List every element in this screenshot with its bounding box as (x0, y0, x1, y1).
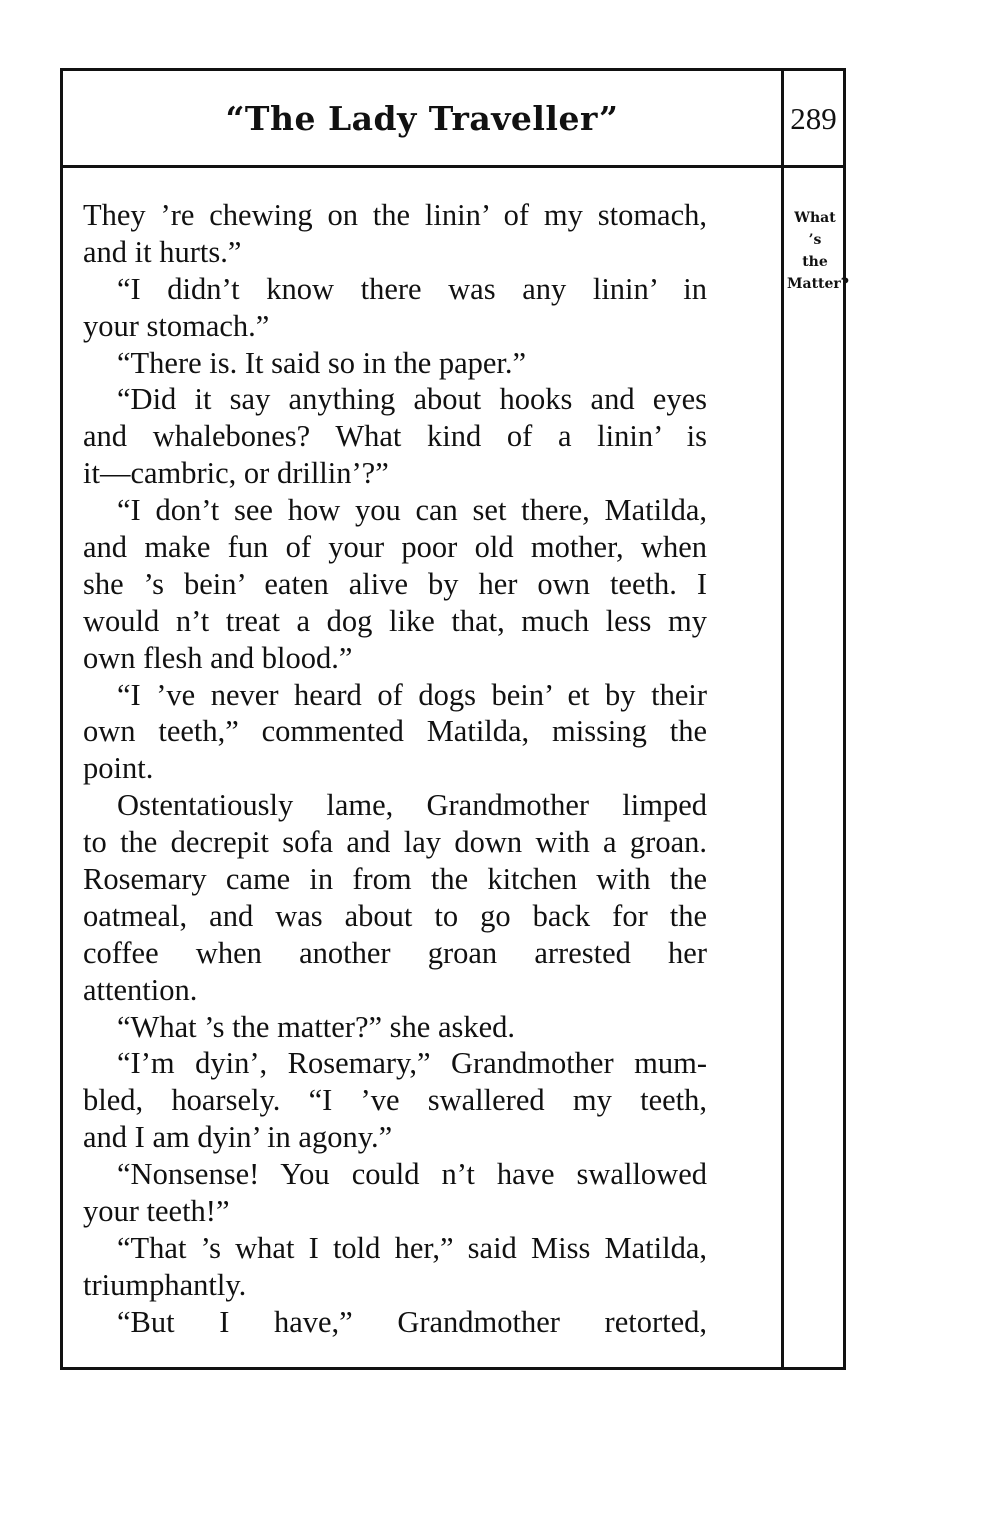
text-line: point. (83, 751, 154, 786)
text-line: and whalebones? What kind of a linin’ is (83, 419, 707, 454)
text-line: your teeth!” (83, 1194, 230, 1229)
text-line: attention. (83, 972, 198, 1007)
text-line: your stomach.” (83, 308, 270, 343)
text-line: “There is. It said so in the paper.” (117, 345, 527, 380)
text-line: oatmeal, and was about to go back for the (83, 898, 707, 933)
text-line: They ’re chewing on the linin’ of my stomach, (83, 198, 707, 232)
text-line: “I didn’t know there was any linin’ in (117, 271, 707, 306)
text-line: “What ’s the matter?” she asked. (117, 1009, 516, 1044)
margin-note (787, 207, 849, 295)
text-line: “I’m dyin’, Rosemary,” Grandmother mum- (117, 1046, 707, 1081)
text-line: and I am dyin’ in agony.” (83, 1120, 393, 1155)
text-line: and it hurts.” (83, 234, 242, 269)
text-line: Ostentatiously lame, Grandmother limped (117, 788, 707, 823)
text-line: “That ’s what I told her,” said Miss Matilda, (117, 1230, 707, 1265)
page-frame (60, 68, 849, 1370)
text-line: “Nonsense! You could n’t have swallowed (117, 1157, 707, 1192)
text-line: and make fun of your poor old mother, when (83, 530, 707, 565)
text-line: coffee when another groan arrested her (83, 935, 707, 970)
text-line: it—cambric, or drillin’?” (83, 456, 389, 491)
text-line: triumphantly. (83, 1267, 247, 1302)
page-number: 289 (790, 101, 837, 136)
text-line: Rosemary came in from the kitchen with the (83, 862, 707, 897)
margin-note-line: What ’s (794, 210, 836, 248)
header-divider (63, 165, 843, 168)
body-text (83, 197, 707, 1341)
text-line: “I don’t see how you can set there, Matilda, (117, 493, 707, 528)
text-line: “I ’ve never heard of dogs bein’ et by their (117, 677, 707, 712)
text-line: she ’s bein’ eaten alive by her own teeth. I (83, 566, 707, 601)
text-line: would n’t treat a dog like that, much less my (83, 603, 707, 638)
running-title: “The Lady Traveller” (225, 99, 619, 138)
margin-note-line: Matter? (787, 276, 849, 292)
text-line: own flesh and blood.” (83, 640, 353, 675)
text-line: “But I have,” Grandmother retorted, (117, 1304, 707, 1339)
text-line: bled, hoarsely. “I ’ve swallered my teeth, (83, 1083, 707, 1118)
text-line: own teeth,” commented Matilda, missing the (83, 714, 707, 749)
margin-note-line: the (802, 254, 828, 270)
text-line: “Did it say anything about hooks and eyes (117, 382, 707, 417)
column-divider (781, 71, 784, 1367)
text-line: to the decrepit sofa and lay down with a groan. (83, 825, 707, 860)
